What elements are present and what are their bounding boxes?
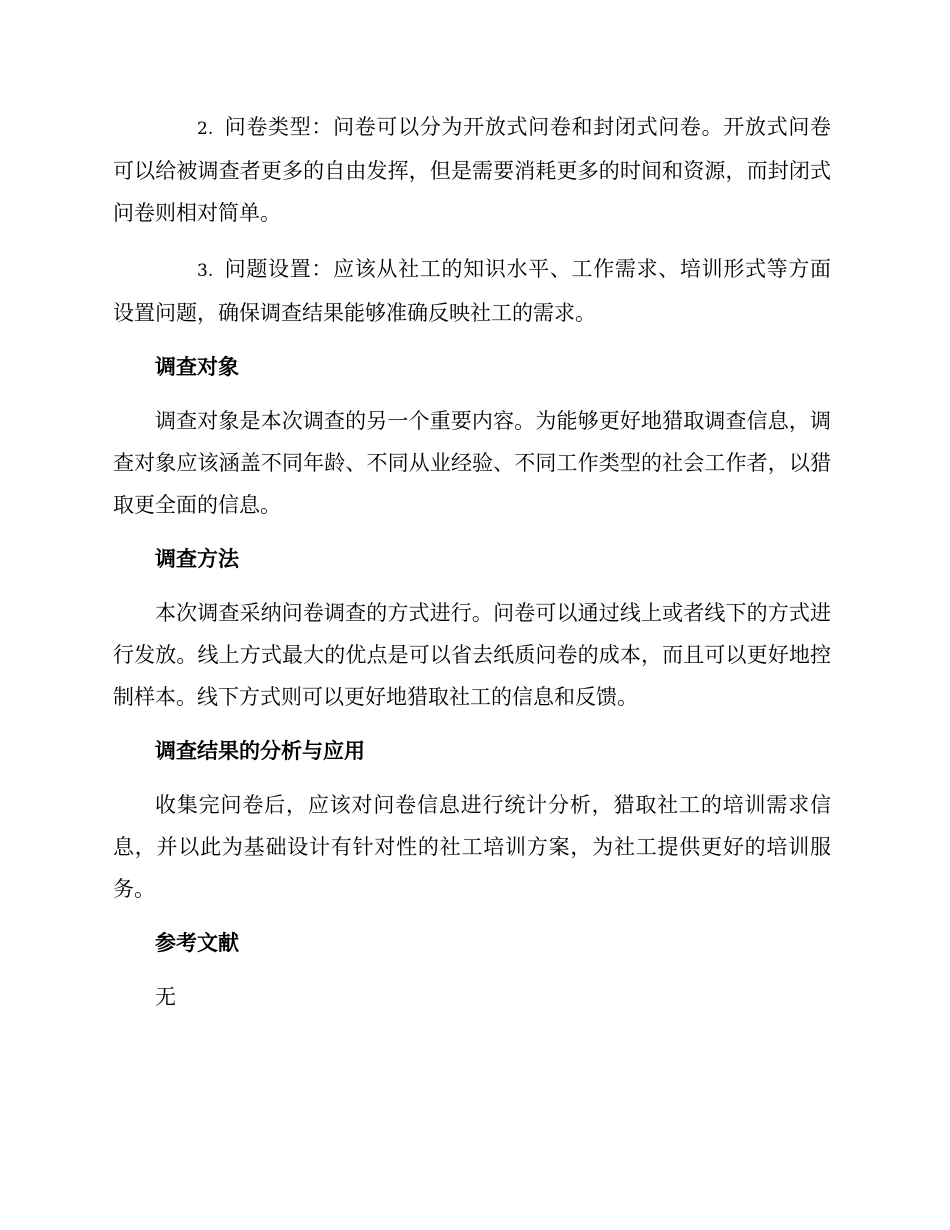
document-page: [113, 106, 831, 1018]
list-item-text: 问题设置：应该从社工的知识水平、工作需求、培训形式等方面设置问题，确保调查结果能够准确反映社工的需求。: [113, 257, 831, 325]
list-number: 3.: [197, 261, 214, 281]
list-item-text: 问卷类型：问卷可以分为开放式问卷和封闭式问卷。开放式问卷可以给被调查者更多的自由发挥，但是需要消耗更多的时间和资源，而封闭式问卷则相对简单。: [113, 115, 831, 225]
section-paragraph: 无: [155, 985, 176, 1009]
section-paragraph: 调查对象是本次调查的另一个重要内容。为能够更好地猎取调查信息，调查对象应该涵盖不同年龄、不同从业经验、不同工作类型的社会工作者，以猎取更全面的信息。: [113, 409, 831, 517]
section-paragraph: 收集完问卷后，应该对问卷信息进行统计分析，猎取社工的培训需求信息，并以此为基础设计有针对性的社工培训方案，为社工提供更好的培训服务。: [113, 793, 831, 901]
list-number: 2.: [197, 119, 214, 139]
section-paragraph: 本次调查采纳问卷调查的方式进行。问卷可以通过线上或者线下的方式进行发放。线上方式最大的优点是可以省去纸质问卷的成本，而且可以更好地控制样本。线下方式则可以更好地猎取社工的信息和反馈。: [113, 601, 831, 709]
section-heading: 参考文献: [155, 931, 239, 955]
section-heading: 调查方法: [155, 547, 239, 571]
section-heading: 调查结果的分析与应用: [155, 739, 365, 763]
list-item-3: [113, 248, 831, 334]
list-item-2: [113, 106, 831, 234]
section-heading: 调查对象: [155, 355, 239, 379]
